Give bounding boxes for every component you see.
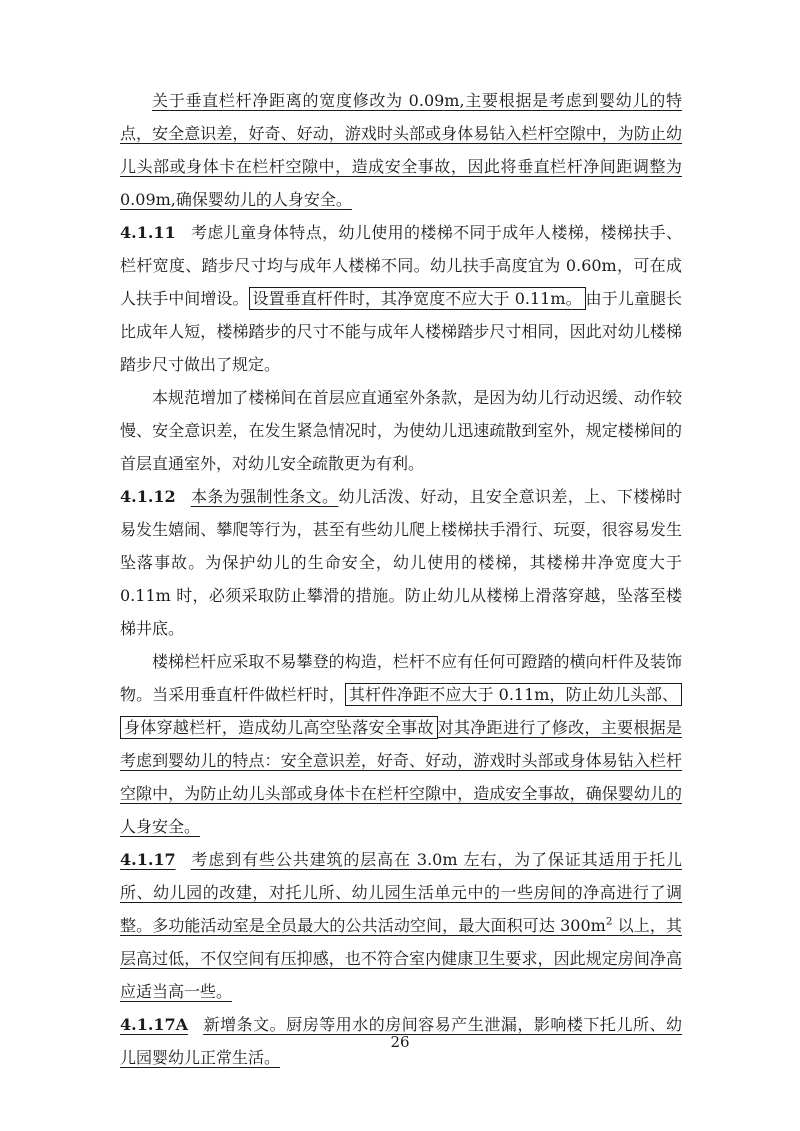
body-text: 幼儿活泼、好动，且安全意识差，上、下楼梯时易发生嬉闹、攀爬等行为，甚至有些幼儿爬上楼梯扶手滑行、玩耍，很容易发生坠落事故。为保护幼儿的生命安全，幼儿使用的楼梯，其楼梯井净宽度大于 0.11m 时，必须采取防止攀滑的措施。防止幼儿从楼梯上滑落穿越，坠落至楼梯井底。 [120,487,682,638]
underlined-run: 本条为强制性条文。 [190,487,339,506]
page-body [120,84,682,1074]
superscript-exponent: 2 [605,915,613,928]
body-text: 考虑儿童身体特点，幼儿使用的楼梯不同于成年人楼梯，楼梯扶手、栏杆宽度、踏步尺寸均与成年人楼梯不同。幼儿扶手高度宜为 0.60m，可在成人扶手中间增设。 [120,223,682,308]
section-4-1-11 [120,216,682,381]
body-text: 本规范增加了楼梯间在首层应直通室外条款，是因为幼儿行动迟缓、动作较慢、安全意识差，在发生紧急情况时，为使幼儿迅速疏散到室外，规定楼梯间的首层直通室外，对幼儿安全疏散更为有利。 [120,388,682,473]
body-text: 考虑到有些公共建筑的层高在 3.0m 左右，为了保证其适用于托儿所、幼儿园的改建，对托儿所、幼儿园生活单元中的一些房间的净高进行了调整。多功能活动室是全员最大的公共活动空间，最大面积可达 300m [120,850,682,935]
boxed-provision: 其杆件净距不应大于 0.11m，防止幼儿头部、身体穿越栏杆，造成幼儿高空坠落安全事故 [120,683,682,739]
body-text: 由于儿童腿长比成年人短，楼梯踏步的尺寸不能与成年人楼梯踏步尺寸相同，因此对幼儿楼梯踏步尺寸做出了规定。 [120,289,682,374]
section-number: 4.1.11 [120,223,176,242]
body-text: 以上，其层高过低，不仅空间有压抑感，也不符合室内健康卫生要求，因此规定房间净高应适当高一些。 [120,916,682,1001]
section-4-1-12 [120,480,682,645]
section-number: 4.1.12 [120,487,176,506]
section-number: 4.1.17 [120,850,176,869]
section-4-1-17 [120,843,682,1008]
paragraph-vertical-baluster-spacing [120,84,682,216]
boxed-provision: 设置垂直杆件时，其净宽度不应大于 0.11m。 [249,287,586,310]
underlined-run: 新增条文。厨房等用水的房间容易产生泄漏，影响楼下托儿所、幼儿园婴幼儿正常生活。 [120,1015,682,1067]
underlined-run: 关于垂直栏杆净距离的宽度修改为 0.09m,主要根据是考虑到婴幼儿的特点，安全意识差，好奇、好动，游戏时头部或身体易钻入栏杆空隙中，为防止幼儿头部或身体卡在栏杆空隙中，造成安全事故，因此将垂直栏杆净间距调整为 0.09m,确保婴幼儿的人身安全。 [120,91,682,209]
underlined-run: 对其净距进行了修改，主要根据是考虑到婴幼儿的特点：安全意识差，好奇、好动，游戏时头部或身体易钻入栏杆空隙中，为防止幼儿头部或身体卡在栏杆空隙中，造成安全事故，确保婴幼儿的人身安全。 [120,718,682,836]
underlined-run [120,850,682,1001]
page-number: 26 [390,1033,410,1051]
body-text: 楼梯栏杆应采取不易攀登的构造，栏杆不应有任何可蹬踏的横向杆件及装饰物。当采用垂直杆件做栏杆时， [120,652,682,704]
paragraph-stair-railing-design [120,645,682,843]
section-number: 4.1.17A [120,1015,189,1034]
paragraph-stairwell-ground-floor-exit [120,381,682,480]
